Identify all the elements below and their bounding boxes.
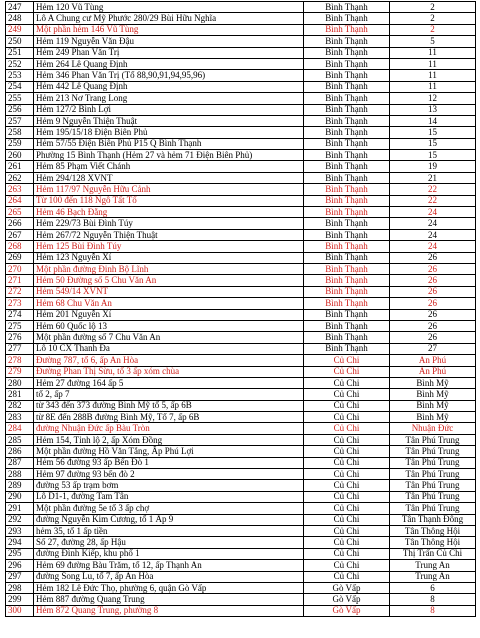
row-number: 289 (6, 480, 34, 491)
table-row (6, 184, 476, 195)
table-row (6, 377, 476, 388)
table-row (6, 138, 476, 149)
district-cell: Bình Thạnh (304, 218, 390, 229)
ward-cell: 26 (390, 298, 476, 309)
ward-cell: Bình Mỹ (390, 412, 476, 423)
table-row (6, 13, 476, 24)
district-cell: Củ Chi (304, 514, 390, 525)
ward-cell: 11 (390, 70, 476, 81)
district-cell: Bình Thạnh (304, 150, 390, 161)
district-cell: Bình Thạnh (304, 81, 390, 92)
district-cell: Bình Thạnh (304, 320, 390, 331)
district-cell: Củ Chi (304, 389, 390, 400)
district-cell: Củ Chi (304, 355, 390, 366)
district-cell: Củ Chi (304, 503, 390, 514)
district-cell: Bình Thạnh (304, 195, 390, 206)
table-row (6, 491, 476, 502)
address-cell: Hẻm 9 Nguyễn Thiện Thuật (34, 115, 304, 126)
address-cell: hẻm 35, tổ 1 ấp tiền (34, 525, 304, 536)
ward-cell: 2 (390, 2, 476, 13)
address-cell: Hẻm 27 đường 164 ấp 5 (34, 377, 304, 388)
ward-cell: 11 (390, 58, 476, 69)
district-cell: Gò Vấp (304, 594, 390, 605)
table-row (6, 582, 476, 593)
address-cell: Hẻm 69 đường Bàu Trăm, tổ 12, ấp Thạnh An (34, 560, 304, 571)
ward-cell: Tân Thạnh Đông (390, 514, 476, 525)
table-row (6, 434, 476, 445)
table-row (6, 309, 476, 320)
row-number: 272 (6, 286, 34, 297)
ward-cell: 22 (390, 195, 476, 206)
table-row (6, 2, 476, 13)
address-cell: Hẻm 50 Đường số 5 Chu Văn An (34, 275, 304, 286)
address-cell: Hẻm 68 Chu Văn An (34, 298, 304, 309)
ward-cell: Tân Phú Trung (390, 446, 476, 457)
address-cell: Hẻm 294/128 XVNT (34, 172, 304, 183)
address-cell: Lô A Chung cư Mỹ Phước 280/29 Bùi Hữu Nghĩa (34, 13, 304, 24)
row-number: 264 (6, 195, 34, 206)
table-row (6, 423, 476, 434)
table-row (6, 207, 476, 218)
district-cell: Bình Thạnh (304, 138, 390, 149)
table-row (6, 548, 476, 559)
table-row (6, 355, 476, 366)
district-cell: Củ Chi (304, 366, 390, 377)
row-number: 248 (6, 13, 34, 24)
table-row (6, 161, 476, 172)
ward-cell: Tân Phú Trung (390, 503, 476, 514)
row-number: 247 (6, 2, 34, 13)
district-cell: Bình Thạnh (304, 161, 390, 172)
ward-cell: Bình Mỹ (390, 400, 476, 411)
district-cell: Bình Thạnh (304, 58, 390, 69)
table-row (6, 286, 476, 297)
table-row (6, 47, 476, 58)
row-number: 267 (6, 229, 34, 240)
address-cell: Hẻm 213 Nơ Trang Long (34, 93, 304, 104)
table-row (6, 150, 476, 161)
row-number: 288 (6, 469, 34, 480)
row-number: 250 (6, 36, 34, 47)
table-row (6, 480, 476, 491)
address-cell: Một phần đường 5e tổ 3 ấp chợ (34, 503, 304, 514)
district-cell: Bình Thạnh (304, 24, 390, 35)
ward-cell: 8 (390, 594, 476, 605)
address-cell: Hẻm 120 Vũ Tùng (34, 2, 304, 13)
district-cell: Bình Thạnh (304, 127, 390, 138)
district-cell: Gò Vấp (304, 582, 390, 593)
address-cell: Từ 100 đến 118 Ngô Tất Tố (34, 195, 304, 206)
address-cell: Hẻm 872 Quang Trung, phường 8 (34, 605, 304, 616)
ward-cell: 15 (390, 127, 476, 138)
ward-cell: 24 (390, 218, 476, 229)
row-number: 281 (6, 389, 34, 400)
district-cell: Bình Thạnh (304, 47, 390, 58)
row-number: 282 (6, 400, 34, 411)
district-cell: Gò Vấp (304, 605, 390, 616)
row-number: 287 (6, 457, 34, 468)
table-row (6, 366, 476, 377)
table-row (6, 115, 476, 126)
row-number: 251 (6, 47, 34, 58)
table-row (6, 298, 476, 309)
ward-cell: 12 (390, 93, 476, 104)
row-number: 279 (6, 366, 34, 377)
row-number: 269 (6, 252, 34, 263)
address-cell: đường Song Lu, tổ 7, ấp An Hòa (34, 571, 304, 582)
table-row (6, 412, 476, 423)
row-number: 278 (6, 355, 34, 366)
ward-cell: Tân Phú Trung (390, 434, 476, 445)
row-number: 285 (6, 434, 34, 445)
address-cell: đường Nhuận Đức ấp Bàu Tròn (34, 423, 304, 434)
district-cell: Bình Thạnh (304, 172, 390, 183)
district-cell: Bình Thạnh (304, 207, 390, 218)
table-row (6, 127, 476, 138)
table-row (6, 172, 476, 183)
row-number: 255 (6, 93, 34, 104)
address-cell: Một phần đường số 7 Chu Văn An (34, 332, 304, 343)
address-cell: Hẻm 85 Phạm Viết Chánh (34, 161, 304, 172)
row-number: 297 (6, 571, 34, 582)
district-cell: Bình Thạnh (304, 332, 390, 343)
ward-cell: 11 (390, 81, 476, 92)
district-cell: Củ Chi (304, 377, 390, 388)
row-number: 298 (6, 582, 34, 593)
district-cell: Bình Thạnh (304, 241, 390, 252)
address-cell: Số 27, đường 28, ấp Hậu (34, 537, 304, 548)
ward-cell: 27 (390, 343, 476, 354)
table-row (6, 343, 476, 354)
row-number: 260 (6, 150, 34, 161)
district-cell: Bình Thạnh (304, 104, 390, 115)
address-cell: Hẻm 442 Lê Quang Định (34, 81, 304, 92)
address-cell: Hẻm 46 Bạch Đằng (34, 207, 304, 218)
row-number: 270 (6, 263, 34, 274)
district-cell: Bình Thạnh (304, 275, 390, 286)
district-cell: Củ Chi (304, 446, 390, 457)
row-number: 299 (6, 594, 34, 605)
row-number: 268 (6, 241, 34, 252)
row-number: 262 (6, 172, 34, 183)
table-row (6, 263, 476, 274)
ward-cell: 26 (390, 252, 476, 263)
ward-cell: 24 (390, 229, 476, 240)
row-number: 290 (6, 491, 34, 502)
table-row (6, 81, 476, 92)
ward-cell: 21 (390, 172, 476, 183)
address-cell: Hẻm 264 Lê Quang Định (34, 58, 304, 69)
address-cell: Phường 15 Bình Thạnh (Hẻm 27 và hẻm 71 Điện Biên Phủ) (34, 150, 304, 161)
district-cell: Bình Thạnh (304, 298, 390, 309)
row-number: 249 (6, 24, 34, 35)
row-number: 280 (6, 377, 34, 388)
ward-cell: 15 (390, 138, 476, 149)
table-row (6, 571, 476, 582)
ward-cell: 13 (390, 104, 476, 115)
row-number: 300 (6, 605, 34, 616)
row-number: 259 (6, 138, 34, 149)
address-cell: Hẻm 346 Phan Văn Trị (Tổ 88,90,91,94,95,96) (34, 70, 304, 81)
address-cell: Hẻm 154, Tỉnh lộ 2, ấp Xóm Đồng (34, 434, 304, 445)
ward-cell: 26 (390, 275, 476, 286)
table-row (6, 389, 476, 400)
district-cell: Củ Chi (304, 525, 390, 536)
district-cell: Bình Thạnh (304, 93, 390, 104)
ward-cell: 5 (390, 36, 476, 47)
district-cell: Củ Chi (304, 469, 390, 480)
address-cell: Hẻm 123 Nguyễn Xí (34, 252, 304, 263)
ward-cell: Trung An (390, 571, 476, 582)
ward-cell: Tân Thông Hội (390, 525, 476, 536)
address-cell: Một phần đường Đinh Bộ Lĩnh (34, 263, 304, 274)
address-cell: Đường Phan Thị Sừu, tổ 3 ấp xóm chùa (34, 366, 304, 377)
address-cell: Hẻm 97 đường 93 bến đò 2 (34, 469, 304, 480)
table-row (6, 104, 476, 115)
address-cell: đường Đình Kiếp, khu phố 1 (34, 548, 304, 559)
table-row (6, 537, 476, 548)
row-number: 277 (6, 343, 34, 354)
row-number: 291 (6, 503, 34, 514)
address-cell: Lô 10 CX Thanh Đa (34, 343, 304, 354)
row-number: 253 (6, 70, 34, 81)
table-row (6, 332, 476, 343)
district-cell: Bình Thạnh (304, 36, 390, 47)
district-cell: Củ Chi (304, 423, 390, 434)
row-number: 256 (6, 104, 34, 115)
district-cell: Bình Thạnh (304, 2, 390, 13)
district-cell: Củ Chi (304, 491, 390, 502)
ward-cell: 26 (390, 286, 476, 297)
row-number: 261 (6, 161, 34, 172)
ward-cell: 19 (390, 161, 476, 172)
table-row (6, 446, 476, 457)
ward-cell: 8 (390, 605, 476, 616)
address-cell: Hẻm 182 Lê Đức Thọ, phường 6, quận Gò Vấp (34, 582, 304, 593)
ward-cell: An Phú (390, 366, 476, 377)
ward-cell: 22 (390, 184, 476, 195)
table-row (6, 24, 476, 35)
table-row (6, 70, 476, 81)
ward-cell: 14 (390, 115, 476, 126)
ward-cell: Tân Thông Hội (390, 537, 476, 548)
table-row (6, 93, 476, 104)
ward-cell: 26 (390, 320, 476, 331)
address-cell: Hẻm 201 Nguyễn Xí (34, 309, 304, 320)
row-number: 265 (6, 207, 34, 218)
address-cell: Hẻm 887 đường Quang Trung (34, 594, 304, 605)
district-cell: Bình Thạnh (304, 229, 390, 240)
ward-cell: 6 (390, 582, 476, 593)
table-row (6, 514, 476, 525)
address-cell: Hẻm 229/73 Bùi Đình Túy (34, 218, 304, 229)
district-cell: Bình Thạnh (304, 13, 390, 24)
address-cell: từ 8E đến 288B đường Bình Mỹ, Tổ 7, ấp 6B (34, 412, 304, 423)
district-cell: Bình Thạnh (304, 263, 390, 274)
district-cell: Bình Thạnh (304, 70, 390, 81)
district-cell: Bình Thạnh (304, 184, 390, 195)
ward-cell: Thị Trấn Củ Chi (390, 548, 476, 559)
row-number: 296 (6, 560, 34, 571)
row-number: 294 (6, 537, 34, 548)
table-row (6, 218, 476, 229)
ward-cell: 24 (390, 207, 476, 218)
address-cell: Lô D1-1, đường Tam Tân (34, 491, 304, 502)
table-row (6, 275, 476, 286)
district-cell: Củ Chi (304, 537, 390, 548)
ward-cell: 26 (390, 263, 476, 274)
row-number: 263 (6, 184, 34, 195)
district-cell: Củ Chi (304, 560, 390, 571)
address-cell: từ 343 đến 373 đường Bình Mỹ tổ 5, ấp 6B (34, 400, 304, 411)
district-cell: Củ Chi (304, 434, 390, 445)
ward-cell: 15 (390, 150, 476, 161)
address-cell: Đường 787, tổ 6, ấp An Hòa (34, 355, 304, 366)
row-number: 276 (6, 332, 34, 343)
row-number: 271 (6, 275, 34, 286)
ward-cell: Tân Phú Trung (390, 469, 476, 480)
ward-cell: 26 (390, 332, 476, 343)
address-cell: Hẻm 117/97 Nguyễn Hữu Cảnh (34, 184, 304, 195)
row-number: 292 (6, 514, 34, 525)
address-cell: tổ 2, ấp 7 (34, 389, 304, 400)
table-row (6, 503, 476, 514)
ward-cell: An Phú (390, 355, 476, 366)
table-row (6, 594, 476, 605)
ward-cell: 2 (390, 13, 476, 24)
row-number: 293 (6, 525, 34, 536)
row-number: 275 (6, 320, 34, 331)
address-cell: Một phần đường Hồ Văn Tắng, Ấp Phú Lợi (34, 446, 304, 457)
row-number: 252 (6, 58, 34, 69)
district-cell: Củ Chi (304, 412, 390, 423)
ward-cell: 11 (390, 47, 476, 58)
ward-cell: 2 (390, 24, 476, 35)
district-cell: Bình Thạnh (304, 343, 390, 354)
row-number: 283 (6, 412, 34, 423)
row-number: 266 (6, 218, 34, 229)
table-row (6, 469, 476, 480)
address-cell: Hẻm 549/14 XVNT (34, 286, 304, 297)
row-number: 257 (6, 115, 34, 126)
ward-cell: Bình Mỹ (390, 377, 476, 388)
table-row (6, 58, 476, 69)
address-cell: Hẻm 127/2 Bình Lợi (34, 104, 304, 115)
district-cell: Củ Chi (304, 480, 390, 491)
row-number: 295 (6, 548, 34, 559)
ward-cell: Nhuận Đức (390, 423, 476, 434)
address-cell: Hẻm 195/15/18 Điện Biên Phủ (34, 127, 304, 138)
ward-cell: Tân Phú Trung (390, 491, 476, 502)
row-number: 286 (6, 446, 34, 457)
address-cell: Hẻm 249 Phan Văn Trị (34, 47, 304, 58)
table-row (6, 195, 476, 206)
table-row (6, 457, 476, 468)
table-body (6, 2, 476, 617)
row-number: 254 (6, 81, 34, 92)
address-cell: Hẻm 56 đường 93 ấp Bến Đò 1 (34, 457, 304, 468)
address-cell: Hẻm 125 Bùi Đình Túy (34, 241, 304, 252)
district-cell: Củ Chi (304, 457, 390, 468)
table-row (6, 320, 476, 331)
row-number: 273 (6, 298, 34, 309)
district-cell: Củ Chi (304, 548, 390, 559)
address-cell: Một phần hẻm 146 Vũ Tùng (34, 24, 304, 35)
district-cell: Củ Chi (304, 571, 390, 582)
district-cell: Bình Thạnh (304, 252, 390, 263)
table-row (6, 400, 476, 411)
district-cell: Bình Thạnh (304, 115, 390, 126)
address-cell: Hẻm 267/72 Nguyễn Thiện Thuật (34, 229, 304, 240)
address-cell: đường Nguyễn Kim Cương, tổ 1 Ấp 9 (34, 514, 304, 525)
table-row (6, 560, 476, 571)
ward-cell: 24 (390, 241, 476, 252)
ward-cell: 26 (390, 309, 476, 320)
address-cell: đường 53 ấp trạm bơm (34, 480, 304, 491)
ward-cell: Tân Phú Trung (390, 457, 476, 468)
row-number: 258 (6, 127, 34, 138)
district-cell: Củ Chi (304, 400, 390, 411)
table-row (6, 229, 476, 240)
ward-cell: Trung An (390, 560, 476, 571)
ward-cell: Bình Mỹ (390, 389, 476, 400)
table-row (6, 241, 476, 252)
address-table (5, 1, 476, 617)
ward-cell: Tân Phú Trung (390, 480, 476, 491)
address-cell: Hẻm 119 Nguyễn Văn Đậu (34, 36, 304, 47)
row-number: 274 (6, 309, 34, 320)
table-row (6, 525, 476, 536)
table-row (6, 252, 476, 263)
address-cell: Hẻm 60 Quốc lộ 13 (34, 320, 304, 331)
table-row (6, 605, 476, 616)
row-number: 284 (6, 423, 34, 434)
district-cell: Bình Thạnh (304, 286, 390, 297)
district-cell: Bình Thạnh (304, 309, 390, 320)
address-cell: Hẻm 57/55 Điện Biên Phủ P15 Q Bình Thạnh (34, 138, 304, 149)
table-row (6, 36, 476, 47)
